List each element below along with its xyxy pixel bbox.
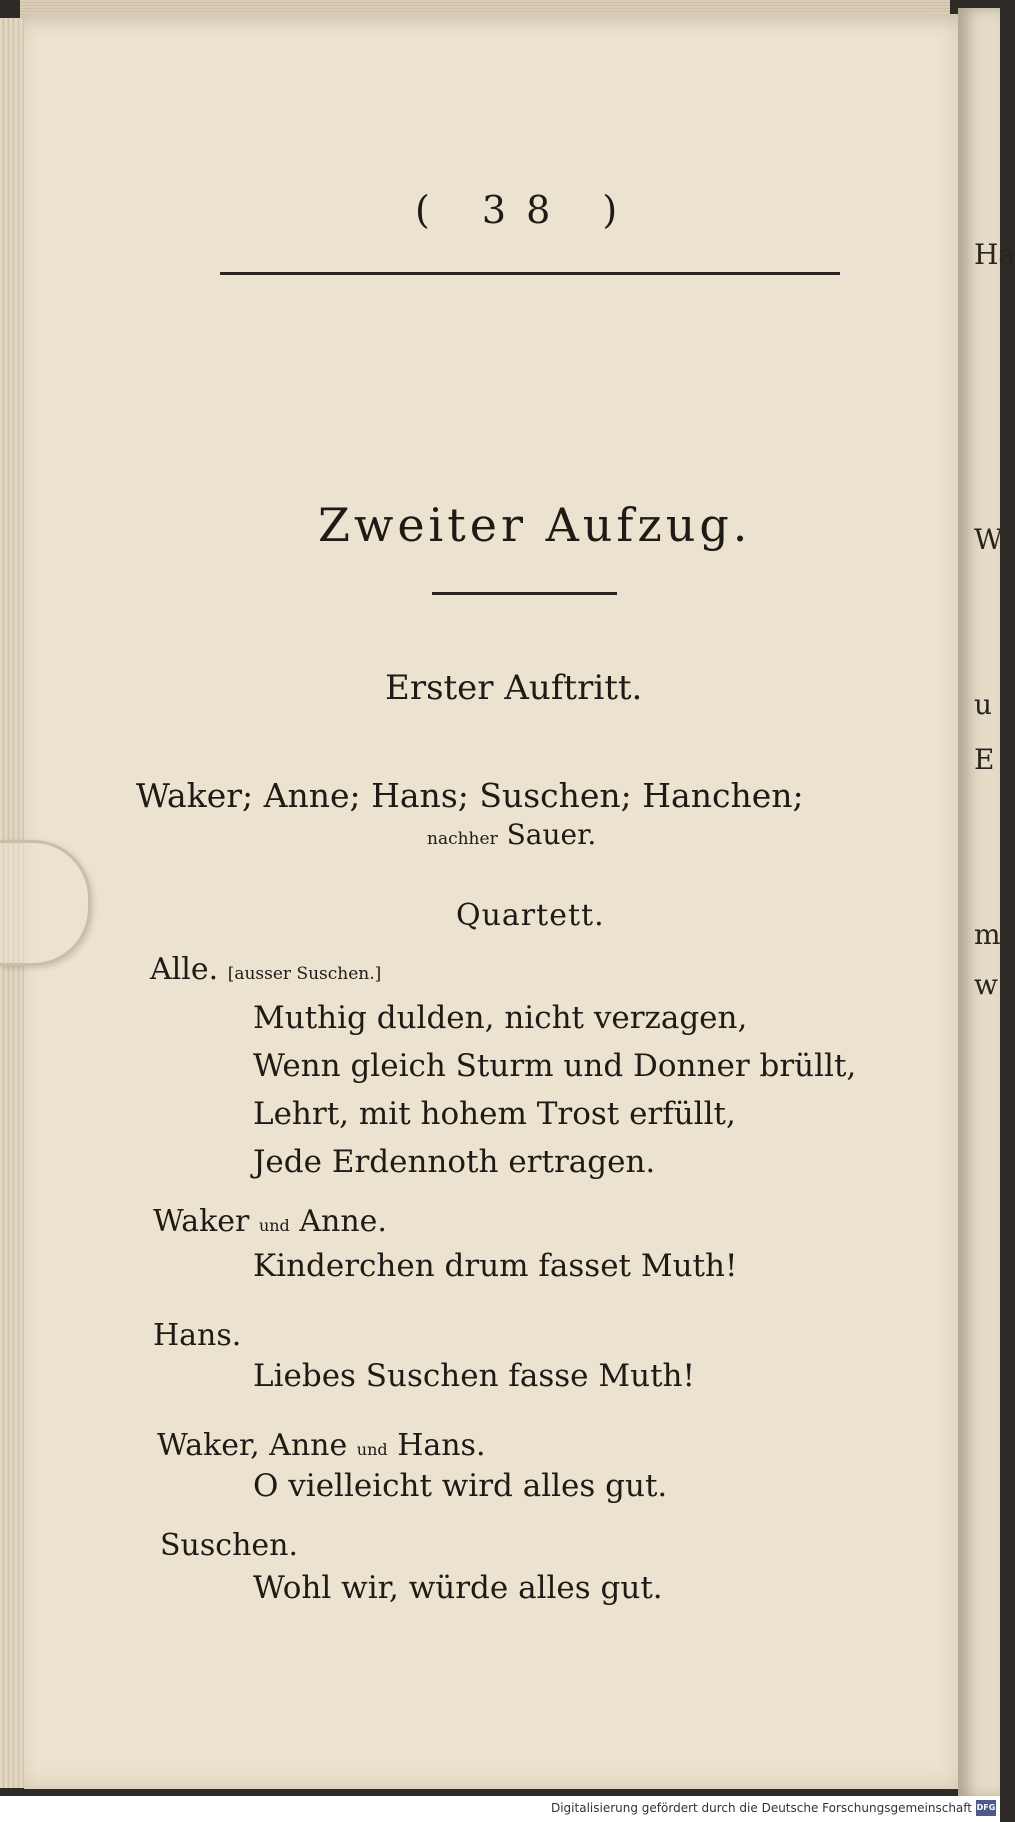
scene-title: Erster Auftritt. [385, 668, 643, 708]
verse-line: Lehrt, mit hohem Trost erfüllt, [253, 1096, 736, 1132]
speaker-name: Hans. [397, 1428, 486, 1463]
funding-credit: Digitalisierung gefördert durch die Deutsche Forschungsgemeinschaft [550, 1801, 972, 1815]
verse-line: O vielleicht wird alles gut. [253, 1468, 668, 1504]
cast-name: Sauer. [506, 818, 597, 851]
verse-line: Wohl wir, würde alles gut. [253, 1570, 663, 1606]
speaker-name: Anne. [299, 1204, 387, 1239]
speaker-join: und [356, 1440, 388, 1459]
dfg-logo: DFG [976, 1800, 996, 1816]
footer-bar [0, 1796, 1000, 1822]
cast-list-continued [427, 818, 596, 851]
speaker-label [153, 1318, 241, 1353]
adjacent-page-fragment: W [974, 523, 1003, 556]
speaker-label [157, 1428, 486, 1463]
adjacent-page-fragment: u [974, 688, 993, 721]
stage-direction: [ausser Suschen.] [227, 964, 382, 984]
cast-list: Waker; Anne; Hans; Suschen; Hanchen; [136, 776, 804, 815]
verse-line: Kinderchen drum fasset Muth! [253, 1248, 738, 1284]
adjacent-page-fragment: E [974, 743, 995, 776]
adjacent-page-fragment: Ha [974, 238, 1015, 271]
speaker-name: Waker, Anne [157, 1428, 348, 1463]
section-title: Quartett. [456, 898, 605, 933]
adjacent-page-strip [958, 8, 1015, 1798]
speaker-label [150, 952, 381, 987]
act-title: Zweiter Aufzug. [318, 498, 752, 552]
cast-note: nachher [427, 829, 498, 849]
speaker-label [153, 1204, 387, 1239]
verse-line: Jede Erdennoth ertragen. [253, 1144, 656, 1180]
header-rule [220, 272, 840, 275]
adjacent-page-fragment: w [974, 968, 998, 1001]
speaker-join: und [258, 1216, 290, 1235]
page-number: ( 38 ) [415, 188, 638, 232]
speaker-label [160, 1528, 298, 1563]
verse-line: Wenn gleich Sturm und Donner brüllt, [253, 1048, 857, 1084]
speaker-name: Waker [153, 1204, 250, 1239]
verse-line: Muthig dulden, nicht verzagen, [253, 1000, 748, 1036]
act-rule [432, 592, 617, 595]
speaker-name: Suschen. [160, 1528, 299, 1563]
adjacent-page-fragment: m [974, 918, 1001, 951]
speaker-name: Hans. [153, 1318, 242, 1353]
speaker-name: Alle. [150, 952, 219, 987]
verse-line: Liebes Suschen fasse Muth! [253, 1358, 695, 1394]
